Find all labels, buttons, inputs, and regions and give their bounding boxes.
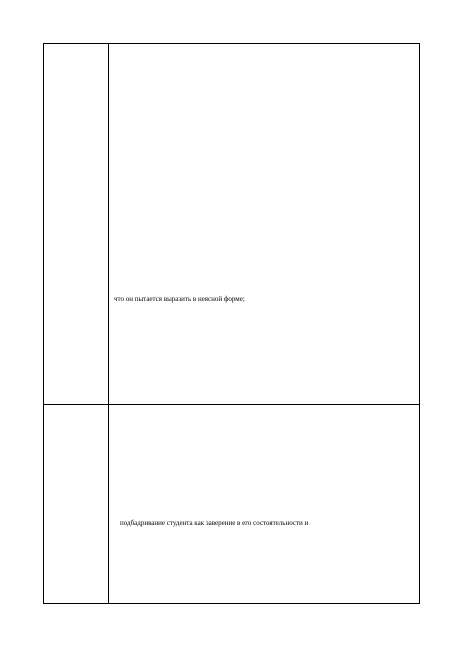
table-cell-left [44, 405, 109, 603]
document-table [43, 43, 420, 604]
cell-text: что он пытается выразить в неясной форме; [114, 295, 245, 303]
table-row [44, 405, 419, 603]
table-cell-left [44, 44, 109, 404]
cell-text: подбадривание студента как заверение в его состоятельности и [120, 519, 309, 527]
table-cell-right [109, 405, 419, 603]
table-row [44, 44, 419, 405]
table-cell-right [109, 44, 419, 404]
